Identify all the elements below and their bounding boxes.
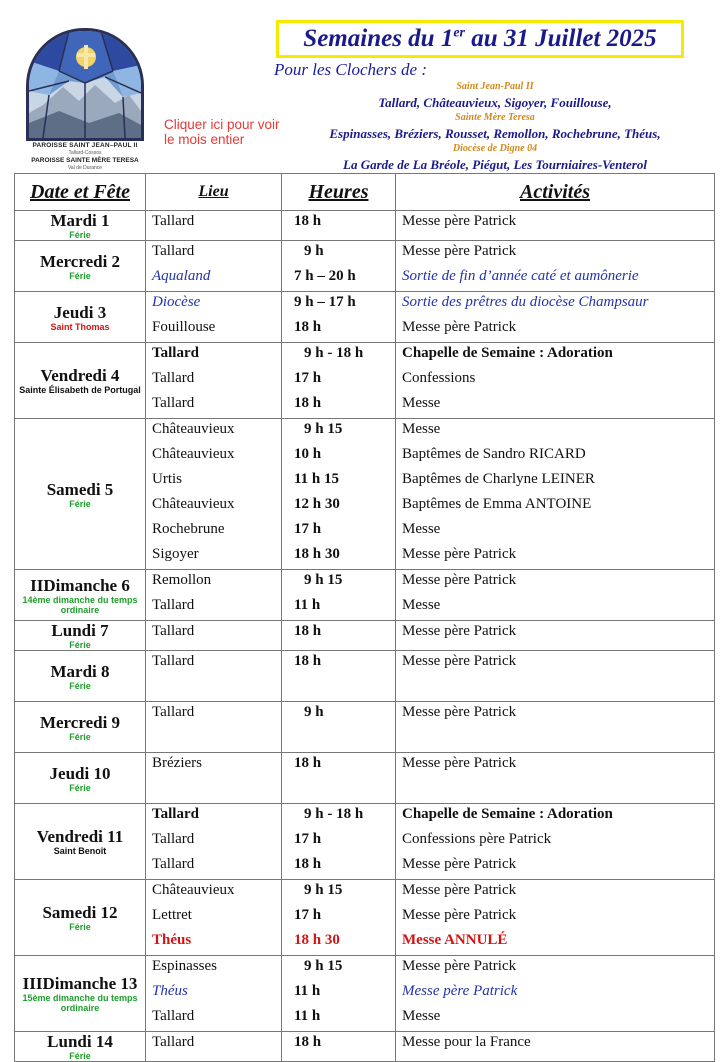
- day-cell: [15, 292, 146, 343]
- heure-cell: 18 h: [282, 211, 396, 241]
- feast-label: 15ème dimanche du temps ordinaire: [22, 993, 138, 1013]
- lieu-cell: Espinasses: [146, 956, 282, 982]
- activite-cell: Messe père Patrick: [396, 753, 715, 779]
- full-month-link[interactable]: Cliquer ici pour voir le mois entier: [164, 117, 280, 147]
- heure-cell: 17 h: [282, 905, 396, 930]
- activite-cell: Baptêmes de Sandro RICARD: [396, 444, 715, 469]
- day-cell: [15, 1032, 146, 1062]
- heure-cell: 18 h: [282, 393, 396, 419]
- table-row: [15, 343, 715, 369]
- activite-cell: Baptêmes de Charlyne LEINER: [396, 469, 715, 494]
- title-box: [276, 20, 684, 58]
- activite-cell: Messe père Patrick: [396, 880, 715, 906]
- lieu-cell: Tallard: [146, 595, 282, 621]
- table-row: [15, 570, 715, 596]
- lieu-cell: Diocèse: [146, 292, 282, 318]
- activite-cell: Messe: [396, 393, 715, 419]
- activite-cell: Messe père Patrick: [396, 570, 715, 596]
- table-row: [15, 419, 715, 445]
- heure-cell: 9 h 15: [282, 956, 396, 982]
- day-name: Vendredi 4: [40, 366, 120, 385]
- feast-label: 14ème dimanche du temps ordinaire: [22, 594, 138, 615]
- day-name: Mardi 1: [50, 211, 110, 230]
- logo-sub-1: Tallard-Cossos: [68, 150, 102, 156]
- heure-cell: [282, 778, 396, 804]
- logo-parish-2: PAROISSE SAINTE MÈRE TERESA: [31, 157, 139, 164]
- feast-label: Saint Benoît: [53, 846, 107, 856]
- stained-glass-icon: [29, 31, 141, 138]
- activite-cell: Messe père Patrick: [396, 702, 715, 728]
- heure-cell: 11 h: [282, 595, 396, 621]
- heure-cell: 9 h 15: [282, 880, 396, 906]
- lieu-cell: Tallard: [146, 368, 282, 393]
- table-row: [15, 702, 715, 728]
- lieu-cell: Tallard: [146, 343, 282, 369]
- activite-cell: Messe père Patrick: [396, 621, 715, 651]
- clocher-heading: Sainte Mère Teresa: [455, 112, 535, 123]
- table-row: [15, 1032, 715, 1062]
- lieu-cell: Tallard: [146, 854, 282, 880]
- day-cell: [15, 880, 146, 956]
- lieu-cell: Tallard: [146, 393, 282, 419]
- day-cell: [15, 956, 146, 1032]
- lieu-cell: Tallard: [146, 241, 282, 267]
- day-cell: [15, 211, 146, 241]
- lieu-cell: Lettret: [146, 905, 282, 930]
- activite-cell: Baptêmes de Emma ANTOINE: [396, 494, 715, 519]
- day-cell: [15, 419, 146, 570]
- lieu-cell: [146, 676, 282, 702]
- lieu-cell: Sigoyer: [146, 544, 282, 570]
- feast-label: Férie: [69, 640, 91, 650]
- day-name: Mercredi 2: [39, 251, 121, 271]
- table-row: [15, 292, 715, 318]
- heure-cell: 9 h - 18 h: [282, 804, 396, 830]
- lieu-cell: Remollon: [146, 570, 282, 596]
- activite-cell: Messe père Patrick: [396, 956, 715, 982]
- heure-cell: 10 h: [282, 444, 396, 469]
- activite-cell: Sortie de fin d’année caté et aumônerie: [396, 266, 715, 292]
- lieu-cell: Châteauvieux: [146, 419, 282, 445]
- parish-logo: [20, 28, 150, 173]
- day-cell: [15, 651, 146, 702]
- table-header-row: [15, 174, 715, 211]
- lieu-cell: Tallard: [146, 621, 282, 651]
- lieu-cell: Rochebrune: [146, 519, 282, 544]
- activite-cell: Messe père Patrick: [396, 905, 715, 930]
- lieu-cell: Tallard: [146, 211, 282, 241]
- clocher-heading: Saint Jean-Paul II: [456, 81, 534, 92]
- day-name: Mardi 8: [50, 661, 110, 681]
- heure-cell: 9 h: [282, 241, 396, 267]
- day-name: Lundi 7: [51, 621, 109, 640]
- heure-cell: [282, 676, 396, 702]
- day-name: IIIDimanche 13: [22, 974, 138, 993]
- feast-label: Férie: [69, 498, 91, 509]
- feast-label: Férie: [69, 922, 91, 932]
- activite-cell: Messe père Patrick: [396, 544, 715, 570]
- logo-base-line: [26, 138, 144, 141]
- heure-cell: 11 h 15: [282, 469, 396, 494]
- logo-parish-1: PAROISSE SAINT JEAN–PAUL II: [32, 142, 138, 149]
- activite-cell: [396, 778, 715, 804]
- lieu-cell: Théus: [146, 981, 282, 1006]
- clocher-heading: Diocèse de Digne 04: [452, 143, 538, 154]
- feast-label: Férie: [69, 680, 91, 691]
- day-cell: [15, 570, 146, 621]
- heure-cell: 9 h – 17 h: [282, 292, 396, 318]
- lieu-cell: Aqualand: [146, 266, 282, 292]
- header-heures: Heures: [282, 174, 396, 211]
- feast-label: Férie: [69, 1051, 91, 1061]
- day-name: Jeudi 3: [53, 302, 107, 322]
- activite-cell: Messe père Patrick: [396, 854, 715, 880]
- table-row: [15, 956, 715, 982]
- heure-cell: 18 h: [282, 854, 396, 880]
- lieu-cell: Châteauvieux: [146, 880, 282, 906]
- feast-label: Férie: [69, 270, 91, 281]
- feast-label: Férie: [69, 230, 91, 240]
- stained-glass-image: [26, 28, 144, 138]
- lieu-cell: Fouillouse: [146, 317, 282, 343]
- activite-cell: Messe pour la France: [396, 1032, 715, 1062]
- activite-cell: Messe père Patrick: [396, 981, 715, 1006]
- table-row: [15, 621, 715, 651]
- lieu-cell: Tallard: [146, 702, 282, 728]
- table-row: [15, 753, 715, 779]
- lieu-cell: Tallard: [146, 829, 282, 854]
- table-row: [15, 241, 715, 267]
- heure-cell: 9 h 15: [282, 419, 396, 445]
- activite-cell: Confessions père Patrick: [396, 829, 715, 854]
- lieu-cell: Tallard: [146, 651, 282, 677]
- activite-cell: Messe père Patrick: [396, 651, 715, 677]
- day-name: IIDimanche 6: [30, 575, 130, 595]
- lieu-cell: Bréziers: [146, 753, 282, 779]
- clocher-list: Tallard, Châteauvieux, Sigoyer, Fouillouse,: [378, 95, 612, 110]
- heure-cell: 12 h 30: [282, 494, 396, 519]
- heure-cell: 18 h: [282, 651, 396, 677]
- clochers-label: Pour les Clochers de :: [274, 60, 427, 79]
- clocher-list: Espinasses, Bréziers, Rousset, Remollon, Rochebrune, Théus,: [329, 126, 661, 141]
- activite-cell: Messe père Patrick: [396, 241, 715, 267]
- heure-cell: 7 h – 20 h: [282, 266, 396, 292]
- schedule-table: [14, 173, 715, 1062]
- heure-cell: 11 h: [282, 1006, 396, 1032]
- heure-cell: 9 h: [282, 702, 396, 728]
- day-cell: [15, 804, 146, 880]
- lieu-cell: Châteauvieux: [146, 494, 282, 519]
- heure-cell: 18 h: [282, 753, 396, 779]
- lieu-cell: Théus: [146, 930, 282, 956]
- lieu-cell: Urtis: [146, 469, 282, 494]
- clocher-list: La Garde de La Bréole, Piégut, Les Tourniaires-Venterol: [343, 157, 647, 172]
- page-title: Semaines du 1er au 31 Juillet 2025: [303, 25, 657, 52]
- feast-label: Férie: [69, 782, 91, 793]
- activite-cell: Confessions: [396, 368, 715, 393]
- activite-cell: Messe: [396, 595, 715, 621]
- heure-cell: 9 h - 18 h: [282, 343, 396, 369]
- activite-cell: [396, 727, 715, 753]
- feast-label: Saint Thomas: [50, 321, 110, 332]
- heure-cell: 17 h: [282, 829, 396, 854]
- day-name: Jeudi 10: [49, 763, 111, 783]
- heure-cell: 17 h: [282, 368, 396, 393]
- activite-cell: Sortie des prêtres du diocèse Champsaur: [396, 292, 715, 318]
- heure-cell: 18 h: [282, 1032, 396, 1062]
- heure-cell: 18 h: [282, 621, 396, 651]
- day-name: Vendredi 11: [36, 827, 124, 846]
- lieu-cell: Tallard: [146, 1032, 282, 1062]
- table-row: [15, 651, 715, 677]
- heure-cell: 18 h: [282, 317, 396, 343]
- lieu-cell: [146, 727, 282, 753]
- lieu-cell: Tallard: [146, 804, 282, 830]
- day-name: Samedi 5: [46, 479, 114, 499]
- lieu-cell: [146, 778, 282, 804]
- header-date: Date et Fête: [15, 174, 146, 211]
- feast-label: Sainte Élisabeth de Portugal: [19, 385, 141, 395]
- heure-cell: [282, 727, 396, 753]
- header-activites: Activités: [396, 174, 715, 211]
- heure-cell: 9 h 15: [282, 570, 396, 596]
- lieu-cell: Tallard: [146, 1006, 282, 1032]
- day-cell: [15, 702, 146, 753]
- day-cell: [15, 343, 146, 419]
- activite-cell: Chapelle de Semaine : Adoration: [396, 343, 715, 369]
- table-row: [15, 211, 715, 241]
- activite-cell: [396, 676, 715, 702]
- activite-cell: Messe: [396, 1006, 715, 1032]
- heure-cell: 11 h: [282, 981, 396, 1006]
- table-row: [15, 804, 715, 830]
- activite-cell: Messe ANNULÉ: [396, 930, 715, 956]
- lieu-cell: Châteauvieux: [146, 444, 282, 469]
- activite-cell: Messe: [396, 419, 715, 445]
- schedule-body: [15, 211, 715, 1062]
- heure-cell: 18 h 30: [282, 544, 396, 570]
- heure-cell: 18 h 30: [282, 930, 396, 956]
- activite-cell: Chapelle de Semaine : Adoration: [396, 804, 715, 830]
- day-name: Samedi 12: [42, 903, 118, 922]
- feast-label: Férie: [69, 731, 91, 742]
- activite-cell: Messe père Patrick: [396, 317, 715, 343]
- activite-cell: Messe père Patrick: [396, 211, 715, 241]
- logo-sub-2: Val de Durance: [67, 165, 103, 171]
- header-lieu: Lieu: [146, 174, 282, 211]
- heure-cell: 17 h: [282, 519, 396, 544]
- day-name: Mercredi 9: [39, 712, 121, 732]
- day-name: Lundi 14: [47, 1032, 113, 1051]
- day-cell: [15, 621, 146, 651]
- table-row: [15, 880, 715, 906]
- activite-cell: Messe: [396, 519, 715, 544]
- day-cell: [15, 241, 146, 292]
- day-cell: [15, 753, 146, 804]
